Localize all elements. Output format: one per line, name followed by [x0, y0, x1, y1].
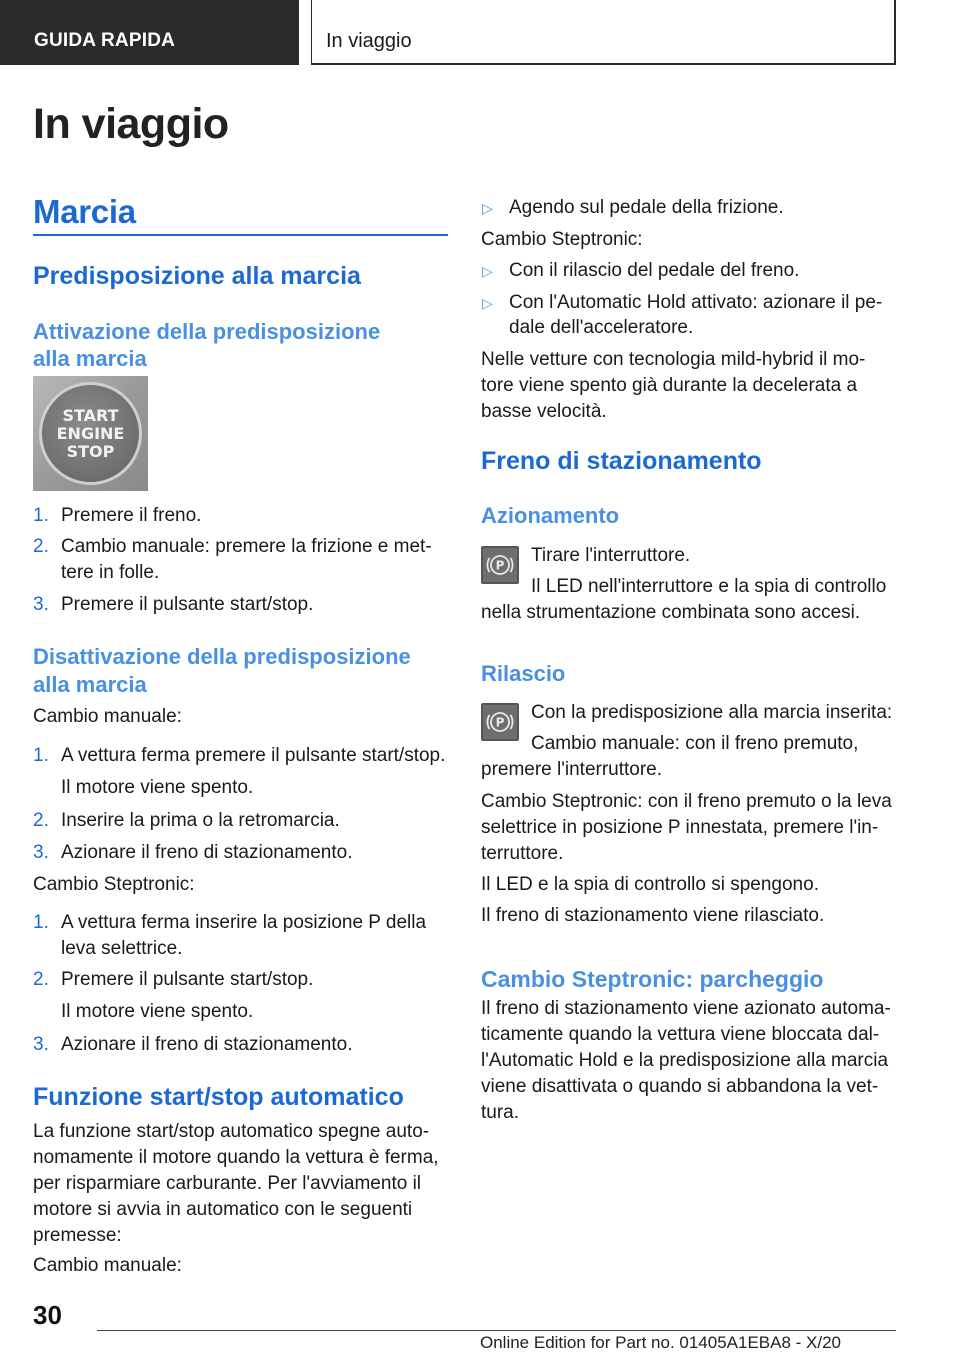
- engine-label: ENGINE: [56, 424, 125, 443]
- step-number: 2.: [33, 810, 49, 831]
- step-text: Azionare il freno di stazionamento.: [61, 1034, 353, 1055]
- footer-rule: [97, 1330, 896, 1331]
- step-number: 3.: [33, 842, 49, 863]
- paragraph-line: terruttore.: [481, 843, 564, 864]
- start-label: START: [62, 406, 119, 425]
- paragraph-line: La funzione start/stop automatico spegne auto-: [33, 1121, 430, 1142]
- heading-marcia: Marcia: [33, 193, 136, 230]
- step-text: Il motore viene spento.: [61, 777, 254, 798]
- step-number: 1.: [33, 912, 49, 933]
- bullet-triangle-icon: ▷: [482, 295, 493, 311]
- heading-steptronic-parcheggio: Cambio Steptronic: parcheggio: [481, 966, 824, 992]
- bullet-triangle-icon: ▷: [482, 200, 493, 216]
- step-number: 2.: [33, 969, 49, 990]
- page-number: 30: [33, 1300, 62, 1330]
- parking-brake-icon: [481, 546, 519, 584]
- paragraph-line: premesse:: [33, 1225, 122, 1246]
- paragraph-line: selettrice in posizione P innestata, premere l'in-: [481, 817, 879, 838]
- step-number: 3.: [33, 1034, 49, 1055]
- bullet-text: Agendo sul pedale della frizione.: [509, 197, 784, 218]
- paragraph-line: ticamente quando la vettura viene bloccata dal-: [481, 1024, 880, 1045]
- paragraph-line: Il LED e la spia di controllo si spengono.: [481, 874, 819, 895]
- step-text: Azionare il freno di stazionamento.: [61, 842, 353, 863]
- step-text: Premere il pulsante start/stop.: [61, 594, 314, 615]
- heading-disattivazione: Disattivazione della predisposizione: [33, 644, 411, 669]
- label-cambio-manuale: Cambio manuale:: [33, 706, 182, 727]
- page-title: In viaggio: [33, 100, 229, 148]
- paragraph-line: viene disattivata o quando si abbandona la vet-: [481, 1076, 879, 1097]
- step-text: A vettura ferma premere il pulsante start/stop.: [61, 745, 446, 766]
- step-text: Cambio manuale: premere la frizione e met-: [61, 536, 432, 557]
- step-number: 3.: [33, 594, 49, 615]
- paragraph-line: nomamente il motore quando la vettura è ferma,: [33, 1147, 439, 1168]
- start-stop-button-image: [33, 376, 148, 491]
- label-cambio-steptronic: Cambio Steptronic:: [33, 874, 195, 895]
- rilascio-text: premere l'interruttore.: [481, 759, 663, 780]
- azionamento-text: Tirare l'interruttore.: [531, 545, 691, 566]
- step-text: Il motore viene spento.: [61, 1001, 254, 1022]
- azionamento-text: nella strumentazione combinata sono accesi.: [481, 602, 861, 623]
- paragraph-line: Nelle vetture con tecnologia mild-hybrid il mo-: [481, 349, 866, 370]
- step-text: Premere il pulsante start/stop.: [61, 969, 314, 990]
- label-cambio-manuale: Cambio manuale:: [33, 1255, 182, 1276]
- label-cambio-steptronic: Cambio Steptronic:: [481, 229, 643, 250]
- heading-disattivazione-2: alla marcia: [33, 672, 147, 697]
- step-number: 1.: [33, 745, 49, 766]
- paragraph-line: motore si avvia in automatico con le seguenti: [33, 1199, 413, 1220]
- paragraph-line: tore viene spento già durante la decelerata a: [481, 375, 858, 396]
- paragraph-line: l'Automatic Hold e la predisposizione alla marcia: [481, 1050, 889, 1071]
- step-number: 1.: [33, 505, 49, 526]
- heading-freno-stazionamento: Freno di stazionamento: [481, 447, 762, 475]
- step-text: leva selettrice.: [61, 938, 183, 959]
- step-text: A vettura ferma inserire la posizione P della: [61, 912, 427, 933]
- bullet-text: Con il rilascio del pedale del freno.: [509, 260, 800, 281]
- rilascio-text: Con la predisposizione alla marcia inserita:: [531, 702, 893, 723]
- heading-start-stop-automatico: Funzione start/stop automatico: [33, 1083, 404, 1111]
- footer-edition: Online Edition for Part no. 01405A1EBA8 - X/20: [480, 1333, 842, 1352]
- paragraph-line: Il freno di stazionamento viene azionato automa-: [481, 998, 891, 1019]
- bullet-text: Con l'Automatic Hold attivato: azionare il pe-: [509, 292, 883, 313]
- step-text: tere in folle.: [61, 562, 160, 583]
- heading-rule: [33, 234, 448, 236]
- paragraph-line: basse velocità.: [481, 401, 607, 422]
- paragraph-line: Cambio Steptronic: con il freno premuto o la leva: [481, 791, 892, 812]
- heading-azionamento: Azionamento: [481, 503, 620, 528]
- bullet-triangle-icon: ▷: [482, 263, 493, 279]
- stop-label: STOP: [66, 442, 115, 461]
- heading-rilascio: Rilascio: [481, 661, 566, 686]
- paragraph-line: Il freno di stazionamento viene rilasciato.: [481, 905, 825, 926]
- paragraph-line: tura.: [481, 1102, 520, 1123]
- rilascio-text: Cambio manuale: con il freno premuto,: [531, 733, 859, 754]
- paragraph-line: per risparmiare carburante. Per l'avviamento il: [33, 1173, 422, 1194]
- parking-brake-icon: [481, 703, 519, 741]
- heading-predisposizione: Predisposizione alla marcia: [33, 262, 361, 290]
- heading-attivazione: Attivazione della predisposizione: [33, 319, 381, 344]
- svg-text:P: P: [495, 715, 505, 730]
- bullet-text: dale dell'acceleratore.: [509, 317, 694, 338]
- step-text: Inserire la prima o la retromarcia.: [61, 810, 340, 831]
- chapter-tab: In viaggio: [311, 0, 896, 65]
- heading-attivazione-2: alla marcia: [33, 346, 147, 371]
- step-text: Premere il freno.: [61, 505, 202, 526]
- azionamento-text: Il LED nell'interruttore e la spia di controllo: [531, 576, 887, 597]
- section-tab: GUIDA RAPIDA: [0, 0, 299, 65]
- svg-text:P: P: [495, 558, 505, 573]
- step-number: 2.: [33, 536, 49, 557]
